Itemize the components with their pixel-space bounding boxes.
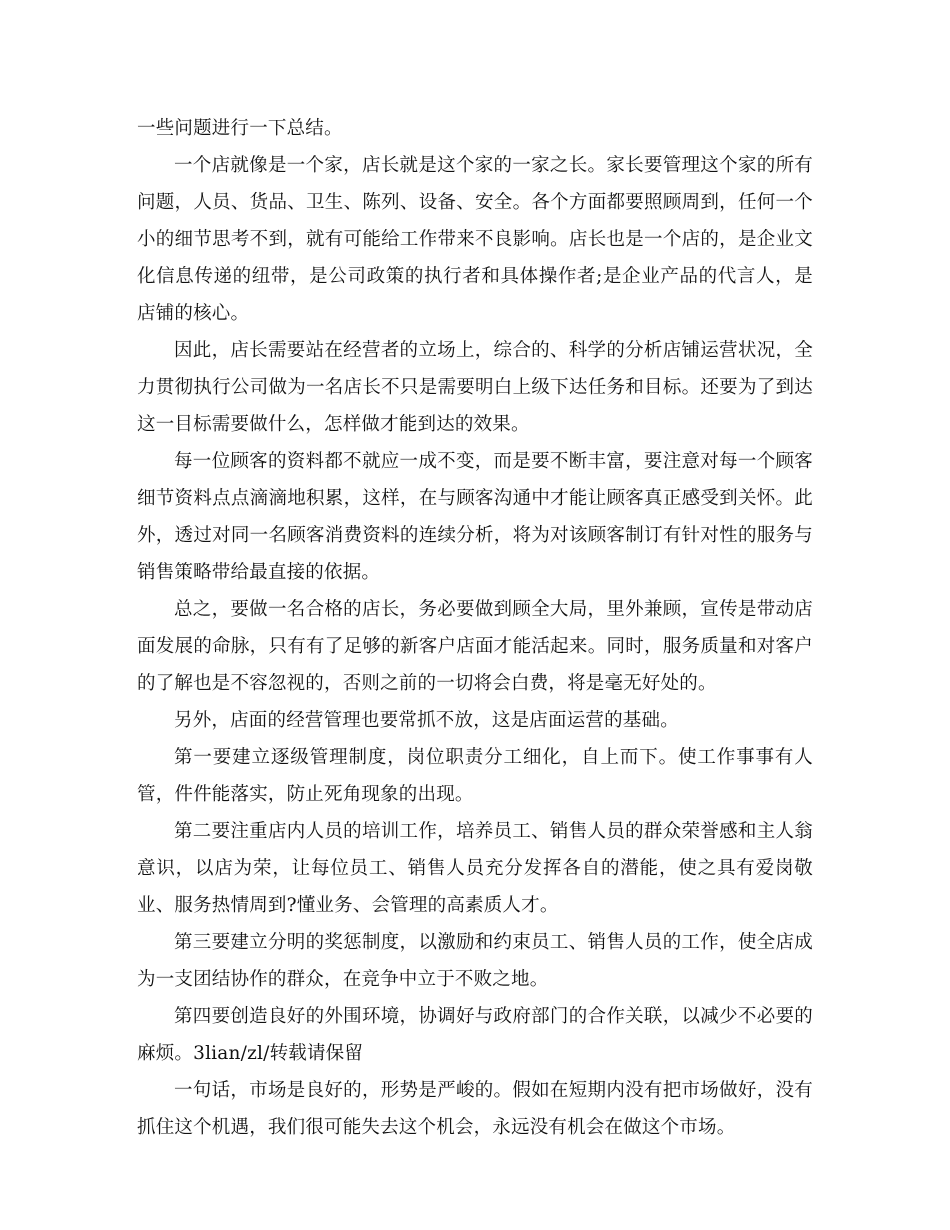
- paragraph-11: 一句话，市场是良好的，形势是严峻的。假如在短期内没有把市场做好，没有抓住这个机遇，我们很可能失去这个机会，永远没有机会在做这个市场。: [137, 1080, 813, 1138]
- paragraph-8: 第二要注重店内人员的培训工作，培养员工、销售人员的群众荣誉感和主人翁意识，以店为荣，让每位员工、销售人员充分发挥各自的潜能，使之具有爱岗敬业、服务热情周到?懂业务、会管理的高素质人才。: [137, 821, 813, 916]
- paragraph-9: 第三要建立分明的奖惩制度，以激励和约束员工、销售人员的工作，使全店成为一支团结协作的群众，在竞争中立于不败之地。: [137, 932, 813, 990]
- paragraph-4: 每一位顾客的资料都不就应一成不变，而是要不断丰富，要注意对每一个顾客细节资料点点滴滴地积累，这样，在与顾客沟通中才能让顾客真正感受到关怀。此外，透过对同一名顾客消费资料的连续分析，将为对该顾客制订有针对性的服务与销售策略带给最直接的依据。: [137, 451, 813, 583]
- paragraph-3: 因此，店长需要站在经营者的立场上，综合的、科学的分析店铺运营状况，全力贯彻执行公司做为一名店长不只是需要明白上级下达任务和目标。还要为了到达这一目标需要做什么，怎样做才能到达的效果。: [137, 340, 813, 435]
- paragraph-2: 一个店就像是一个家，店长就是这个家的一家之长。家长要管理这个家的所有问题，人员、货品、卫生、陈列、设备、安全。各个方面都要照顾周到，任何一个小的细节思考不到，就有可能给工作带来不良影响。店长也是一个店的，是企业文化信息传递的纽带，是公司政策的执行者和具体操作者;是企业产品的代言人，是店铺的核心。: [137, 155, 813, 324]
- paragraph-1: 一些问题进行一下总结。: [137, 118, 343, 139]
- paragraph-7: 第一要建立逐级管理制度，岗位职责分工细化，自上而下。使工作事事有人管，件件能落实，防止死角现象的出现。: [137, 747, 813, 805]
- document-body: [137, 110, 813, 1146]
- paragraph-10: 第四要创造良好的外围环境，协调好与政府部门的合作关联，以减少不必要的麻烦。3lian/zl/转载请保留: [137, 1006, 813, 1064]
- paragraph-6: 另外，店面的经营管理也要常抓不放，这是店面运营的基础。: [174, 710, 679, 731]
- paragraph-5: 总之，要做一名合格的店长，务必要做到顾全大局，里外兼顾，宣传是带动店面发展的命脉，只有有了足够的新客户店面才能活起来。同时，服务质量和对客户的了解也是不容忽视的，否则之前的一切将会白费，将是毫无好处的。: [137, 599, 813, 694]
